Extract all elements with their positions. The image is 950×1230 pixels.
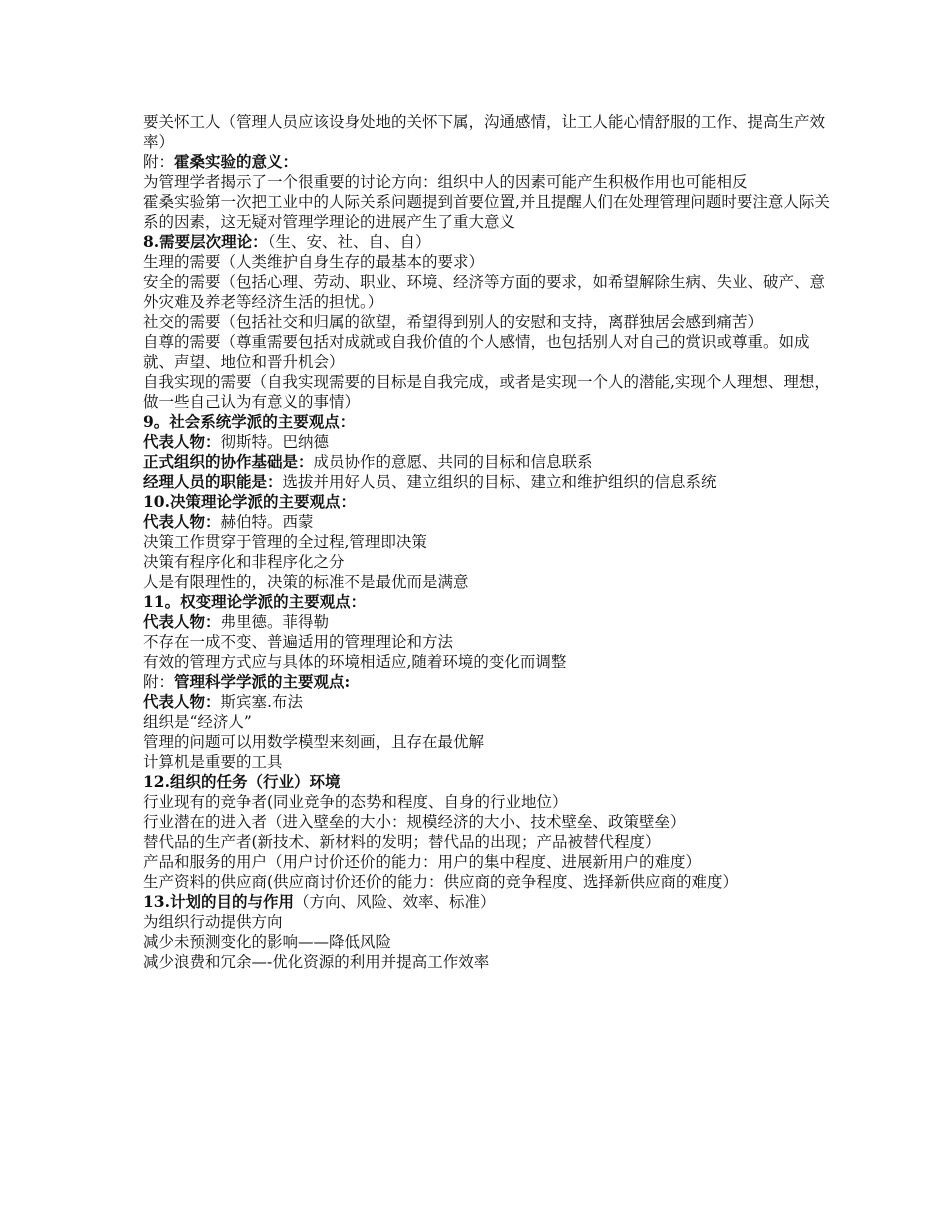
text-line	[143, 472, 833, 492]
text-line	[143, 272, 833, 312]
line-text: 自我实现的需要（自我实现需要的目标是自我完成，或者是实现一个人的潜能,实现个人理想、理想，做一些自己认为有意义的事情）	[143, 373, 830, 411]
text-line	[143, 832, 833, 852]
text-line	[143, 312, 833, 332]
bold-label: 11。权变理论学派的主要观点：	[143, 592, 367, 611]
text-line	[143, 632, 833, 652]
line-text: 彻斯特。巴纳德	[220, 433, 330, 451]
bold-label: 12.组织的任务（行业）环境	[143, 772, 341, 791]
text-line	[143, 792, 833, 812]
line-text: 行业现有的竞争者(同业竞争的态势和程度、自身的行业地位）	[143, 793, 568, 811]
bold-label: 代表人物：	[143, 512, 221, 531]
text-line	[143, 892, 833, 912]
line-text: 决策有程序化和非程序化之分	[143, 553, 345, 571]
text-line	[143, 652, 833, 672]
text-line	[143, 332, 833, 372]
line-text: 行业潜在的进入者（进入壁垒的大小：规模经济的大小、技术壁垒、政策壁垒）	[143, 813, 686, 831]
text-line	[143, 372, 833, 412]
line-text: 赫伯特。西蒙	[220, 513, 314, 531]
text-line	[143, 952, 833, 972]
line-text: 弗里德。菲得勒	[220, 613, 330, 631]
text-line	[143, 452, 833, 472]
line-text: 人是有限理性的，决策的标准不是最优而是满意	[143, 573, 469, 591]
text-line	[143, 552, 833, 572]
line-text: 不存在一成不变、普遍适用的管理理论和方法	[143, 633, 454, 651]
line-text: 选拔并用好人员、建立组织的目标、建立和维护组织的信息系统	[282, 473, 717, 491]
bold-label: 9。社会系统学派的主要观点：	[143, 412, 356, 431]
line-text: 自尊的需要（尊重需要包括对成就或自我价值的个人感情，也包括别人对自己的赏识或尊重。如成就、声望、地位和晋升机会）	[143, 333, 810, 371]
line-text: 组织是“经济人”	[143, 713, 252, 731]
text-line	[143, 432, 833, 452]
document-page	[143, 112, 833, 972]
text-line	[143, 232, 833, 252]
text-line	[143, 572, 833, 592]
line-text: 生产资料的供应商(供应商讨价还价的能力：供应商的竞争程度、选择新供应商的难度）	[143, 873, 739, 891]
line-text: 成员协作的意愿、共同的目标和信息联系	[313, 453, 593, 471]
bold-label: 10.决策理论学派的主要观点：	[143, 492, 356, 511]
bold-label: 代表人物：	[143, 432, 221, 451]
line-text: 减少未预测变化的影响——降低风险	[143, 933, 392, 951]
text-line	[143, 592, 833, 612]
text-line	[143, 692, 833, 712]
line-text: （生、安、社、自、自）	[267, 233, 431, 251]
text-line	[143, 932, 833, 952]
line-text: 附：	[143, 673, 175, 691]
text-line	[143, 112, 833, 152]
text-line	[143, 192, 833, 232]
text-line	[143, 412, 833, 432]
line-text: 霍桑实验第一次把工业中的人际关系问题提到首要位置,并且提醒人们在处理管理问题时要注意人际关系的因素，这无疑对管理学理论的进展产生了重大意义	[143, 193, 830, 231]
line-text: 要关怀工人（管理人员应该设身处地的关怀下属，沟通感情，让工人能心情舒服的工作、提高生产效率）	[143, 113, 826, 151]
line-text: 社交的需要（包括社交和归属的欲望，希望得到别人的安慰和支持，离群独居会感到痛苦）	[143, 313, 764, 331]
text-line	[143, 612, 833, 632]
bold-label: 正式组织的协作基础是：	[143, 452, 314, 471]
text-line	[143, 172, 833, 192]
line-text: 有效的管理方式应与具体的环境相适应,随着环境的变化而调整	[143, 653, 567, 671]
bold-label: 代表人物：	[143, 612, 221, 631]
line-text: 斯宾塞.布法	[220, 693, 303, 711]
text-line	[143, 732, 833, 752]
line-text: （方向、风险、效率、标准）	[293, 893, 496, 911]
text-line	[143, 672, 833, 692]
text-line	[143, 712, 833, 732]
text-line	[143, 532, 833, 552]
line-text: 管理的问题可以用数学模型来刻画，且存在最优解	[143, 733, 485, 751]
text-line	[143, 772, 833, 792]
bold-heading: 管理科学学派的主要观点:	[174, 672, 351, 691]
line-text: 产品和服务的用户（用户讨价还价的能力：用户的集中程度、进展新用户的难度）	[143, 853, 702, 871]
line-text: 安全的需要（包括心理、劳动、职业、环境、经济等方面的要求，如希望解除生病、失业、破产、意外灾难及养老等经济生活的担忧。）	[143, 273, 826, 311]
line-text: 附：	[143, 153, 175, 171]
line-text: 替代品的生产者(新技术、新材料的发明；替代品的出现；产品被替代程度）	[143, 833, 661, 851]
bold-label: 代表人物：	[143, 692, 221, 711]
line-text: 为组织行动提供方向	[143, 913, 283, 931]
bold-label: 经理人员的职能是：	[143, 472, 283, 491]
text-line	[143, 912, 833, 932]
text-line	[143, 492, 833, 512]
line-text: 为管理学者揭示了一个很重要的讨论方向：组织中人的因素可能产生积极作用也可能相反	[143, 173, 748, 191]
line-text: 决策工作贯穿于管理的全过程,管理即决策	[143, 533, 427, 551]
line-text: 生理的需要（人类维护自身生存的最基本的要求）	[143, 253, 485, 271]
text-line	[143, 152, 833, 172]
text-line	[143, 872, 833, 892]
text-line	[143, 512, 833, 532]
text-line	[143, 252, 833, 272]
text-line	[143, 812, 833, 832]
bold-heading: 霍桑实验的意义：	[174, 152, 299, 171]
line-text: 计算机是重要的工具	[143, 753, 283, 771]
text-line	[143, 752, 833, 772]
bold-label: 8.需要层次理论：	[143, 232, 268, 251]
bold-label: 13.计划的目的与作用	[143, 892, 294, 911]
line-text: 减少浪费和冗余—-优化资源的利用并提高工作效率	[143, 953, 490, 971]
text-line	[143, 852, 833, 872]
